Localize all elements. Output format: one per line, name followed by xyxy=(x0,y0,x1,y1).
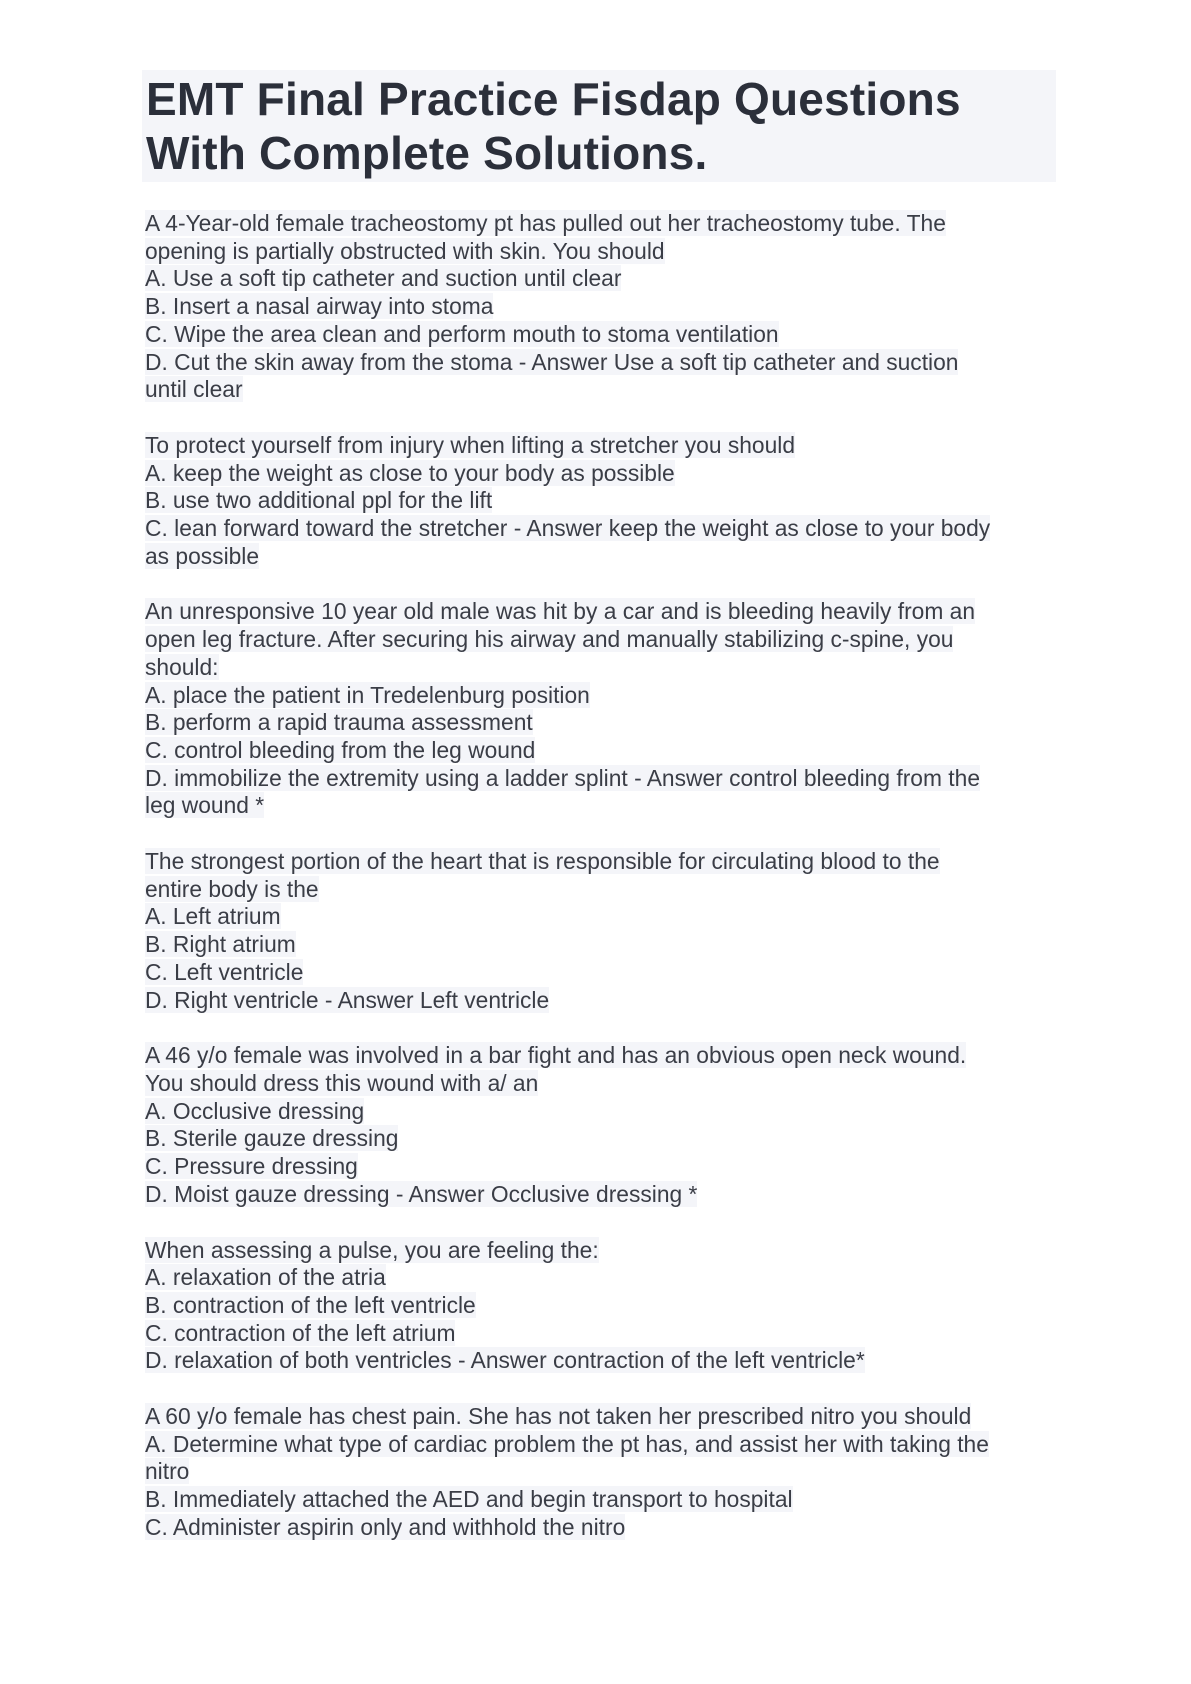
question-line-text: A. relaxation of the atria xyxy=(145,1264,386,1291)
question-line xyxy=(145,1458,1057,1486)
question-line-text: A 4-Year-old female tracheostomy pt has pulled out her tracheostomy tube. The xyxy=(145,210,946,236)
question-block xyxy=(145,210,1057,404)
question-line xyxy=(145,238,1057,266)
question-line-text: C. control bleeding from the leg wound xyxy=(145,736,536,763)
question-line xyxy=(145,1125,1057,1153)
question-line xyxy=(145,293,1057,321)
question-line xyxy=(145,1486,1057,1514)
question-line xyxy=(145,1042,1057,1070)
question-line-text: B. Sterile gauze dressing xyxy=(145,1125,399,1152)
question-line-text: A. keep the weight as close to your body as possible xyxy=(145,459,675,486)
question-list xyxy=(145,210,1057,1570)
question-line xyxy=(145,876,1057,904)
question-line-text: nitro xyxy=(145,1458,190,1485)
question-line-text: until clear xyxy=(145,376,243,403)
question-line xyxy=(145,515,1057,543)
question-line xyxy=(145,349,1057,377)
question-line xyxy=(145,265,1057,293)
question-line xyxy=(145,460,1057,488)
question-line xyxy=(145,737,1057,765)
question-line-text: leg wound * xyxy=(145,792,265,819)
question-block xyxy=(145,1237,1057,1376)
question-line-text: C. lean forward toward the stretcher - Answer keep the weight as close to your body xyxy=(145,515,991,542)
question-line-text: B. Insert a nasal airway into stoma xyxy=(145,293,494,320)
question-line-text: opening is partially obstructed with skin. You should xyxy=(145,237,665,264)
question-line-text: D. immobilize the extremity using a ladder splint - Answer control bleeding from the xyxy=(145,764,980,791)
question-line-text: C. Wipe the area clean and perform mouth to stoma ventilation xyxy=(145,320,779,347)
question-line-text: C. Pressure dressing xyxy=(145,1153,358,1180)
title-line-2: With Complete Solutions. xyxy=(146,127,708,179)
question-line-text: You should dress this wound with a/ an xyxy=(145,1069,539,1096)
question-line-text: A. place the patient in Tredelenburg position xyxy=(145,681,590,708)
question-line xyxy=(145,1514,1057,1542)
question-line xyxy=(145,959,1057,987)
question-line-text: A. Left atrium xyxy=(145,903,281,930)
question-line-text: A. Determine what type of cardiac problem the pt has, and assist her with taking the xyxy=(145,1430,989,1457)
question-line-text: A 46 y/o female was involved in a bar fight and has an obvious open neck wound. xyxy=(145,1042,967,1069)
question-line-text: D. Right ventricle - Answer Left ventricle xyxy=(145,986,550,1013)
question-line xyxy=(145,1264,1057,1292)
page-title xyxy=(146,72,1051,180)
question-line-text: entire body is the xyxy=(145,875,319,902)
question-line-text: as possible xyxy=(145,542,260,569)
question-line-text: B. perform a rapid trauma assessment xyxy=(145,709,533,736)
question-line-text: The strongest portion of the heart that is responsible for circulating blood to the xyxy=(145,848,940,875)
question-line-text: D. relaxation of both ventricles - Answer contraction of the left ventricle* xyxy=(145,1347,865,1374)
question-line-text: C. Left ventricle xyxy=(145,958,304,985)
title-line-1: EMT Final Practice Fisdap Questions xyxy=(146,73,961,125)
question-block xyxy=(145,598,1057,820)
question-line xyxy=(145,321,1057,349)
question-line xyxy=(145,1153,1057,1181)
question-line xyxy=(145,626,1057,654)
question-line xyxy=(145,376,1057,404)
question-line xyxy=(145,682,1057,710)
question-block xyxy=(145,848,1057,1014)
question-line xyxy=(145,654,1057,682)
question-line-text: To protect yourself from injury when lifting a stretcher you should xyxy=(145,431,796,458)
question-line xyxy=(145,987,1057,1015)
question-line xyxy=(145,1237,1057,1265)
question-block xyxy=(145,432,1057,571)
question-line xyxy=(145,1292,1057,1320)
question-line xyxy=(145,792,1057,820)
question-line xyxy=(145,1181,1057,1209)
question-block xyxy=(145,1403,1057,1542)
question-line xyxy=(145,931,1057,959)
question-line-text: open leg fracture. After securing his airway and manually stabilizing c-spine, you xyxy=(145,626,954,653)
question-line-text: C. contraction of the left atrium xyxy=(145,1319,456,1346)
question-line xyxy=(145,432,1057,460)
question-line xyxy=(145,1431,1057,1459)
question-line xyxy=(145,598,1057,626)
question-line xyxy=(145,543,1057,571)
question-line-text: B. contraction of the left ventricle xyxy=(145,1291,476,1318)
question-line xyxy=(145,903,1057,931)
question-line xyxy=(145,487,1057,515)
question-line-text: A. Occlusive dressing xyxy=(145,1097,365,1124)
question-line-text: B. use two additional ppl for the lift xyxy=(145,487,493,514)
question-line-text: C. Administer aspirin only and withhold the nitro xyxy=(145,1513,626,1540)
question-line xyxy=(145,1403,1057,1431)
question-line-text: A. Use a soft tip catheter and suction until clear xyxy=(145,265,622,292)
question-line-text: A 60 y/o female has chest pain. She has not taken her prescribed nitro you should xyxy=(145,1403,972,1430)
question-block xyxy=(145,1042,1057,1208)
question-line-text: should: xyxy=(145,653,219,680)
question-line-text: D. Cut the skin away from the stoma - Answer Use a soft tip catheter and suction xyxy=(145,348,959,375)
question-line xyxy=(145,210,1057,238)
question-line-text: D. Moist gauze dressing - Answer Occlusive dressing * xyxy=(145,1180,698,1207)
question-line xyxy=(145,848,1057,876)
question-line xyxy=(145,765,1057,793)
question-line xyxy=(145,1098,1057,1126)
question-line-text: An unresponsive 10 year old male was hit by a car and is bleeding heavily from an xyxy=(145,598,976,625)
question-line xyxy=(145,1320,1057,1348)
question-line xyxy=(145,1070,1057,1098)
question-line xyxy=(145,1347,1057,1375)
question-line-text: B. Immediately attached the AED and begin transport to hospital xyxy=(145,1486,793,1513)
question-line-text: B. Right atrium xyxy=(145,931,296,958)
question-line xyxy=(145,709,1057,737)
question-line-text: When assessing a pulse, you are feeling the: xyxy=(145,1236,599,1263)
